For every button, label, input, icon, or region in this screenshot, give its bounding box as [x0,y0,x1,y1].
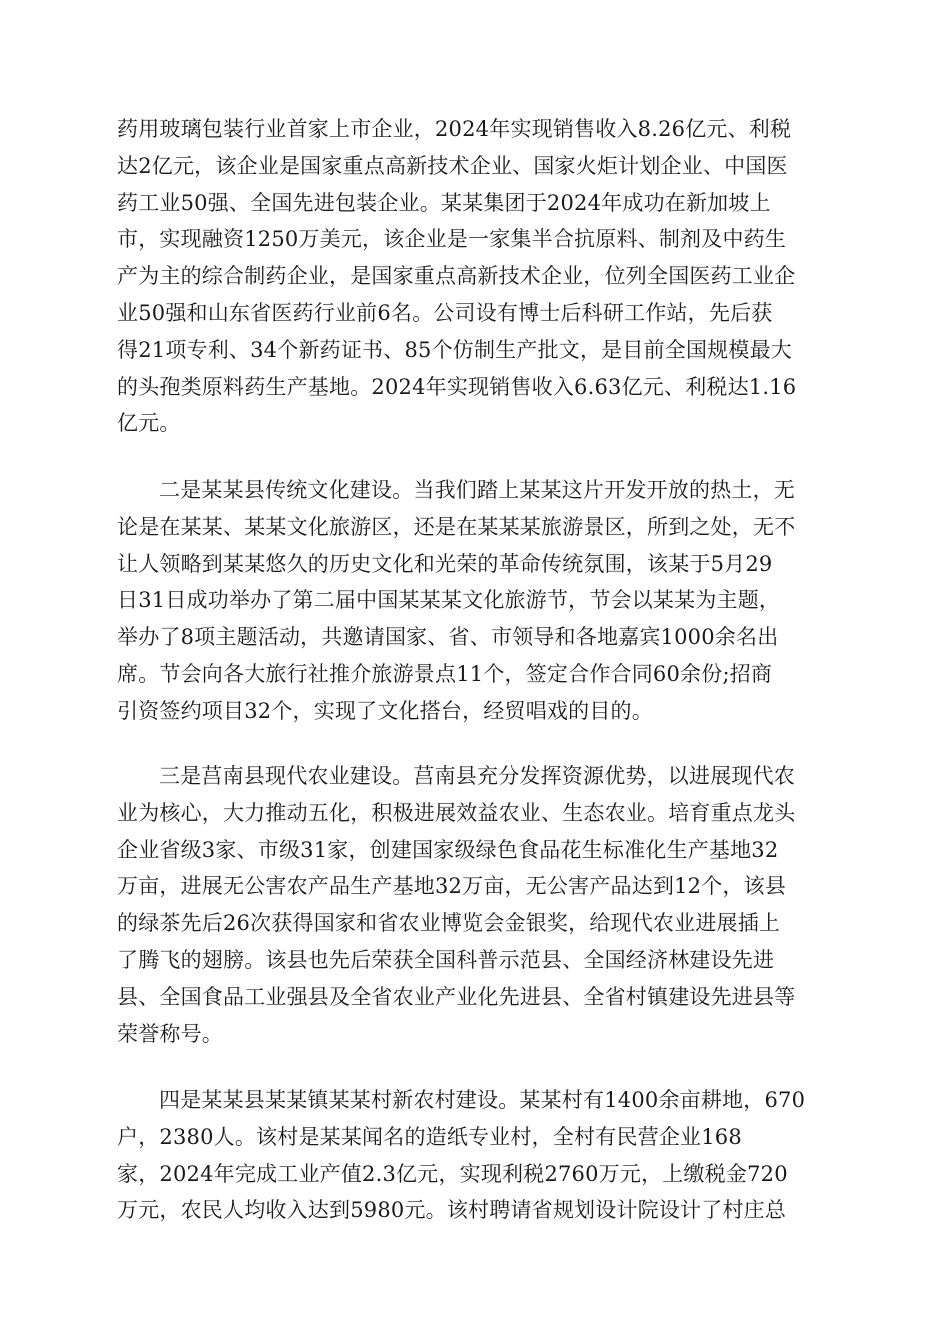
paragraph-modern-agriculture [117,758,837,1052]
text-line: 业50强和山东省医药行业前6名。公司设有博士后科研工作站，先后获 [117,300,773,325]
paragraph-new-village [117,1082,837,1229]
text-line: 举办了8项主题活动，共邀请国家、省、市领导和各地嘉宾1000余名出 [117,625,779,650]
paragraph-traditional-culture [117,472,837,730]
text-line: 日31日成功举办了第二届中国某某某文化旅游节，节会以某某为主题， [117,588,781,613]
text-line: 药工业50强、全国先进包装企业。某某集团于2024年成功在新加坡上 [117,190,771,215]
text-line: 引资签约项目32个，实现了文化搭台，经贸唱戏的目的。 [117,698,653,723]
text-line: 了腾飞的翅膀。该县也先后荣获全国科普示范县、全国经济林建设先进 [117,947,775,972]
text-line: 药用玻璃包装行业首家上市企业，2024年实现销售收入8.26亿元、利税 [117,117,792,141]
paragraph-pharma-enterprises [117,111,837,442]
text-line: 达2亿元，该企业是国家重点高新技术企业、国家火炬计划企业、中国医 [117,153,788,178]
text-line: 三是莒南县现代农业建设。莒南县充分发挥资源优势，以进展现代农 [159,764,795,788]
text-line: 业为核心，大力推动五化，积极进展效益农业、生态农业。培育重点龙头 [117,800,796,825]
text-line: 的绿茶先后26次获得国家和省农业博览会金银奖，给现代农业进展插上 [117,911,781,936]
text-line: 县、全国食品工业强县及全省农业产业化先进县、全省村镇建设先进县等 [117,984,796,1009]
text-line: 让人领略到某某悠久的历史文化和光荣的革命传统氛围，该某于5月29 [117,551,773,576]
text-line: 席。节会向各大旅行社推介旅游景点11个，签定合作合同60余份;招商 [117,661,773,686]
text-line: 亿元。 [117,411,181,436]
text-line: 万亩，进展无公害农产品生产基地32万亩，无公害产品达到12个，该县 [117,874,787,899]
text-line: 二是某某县传统文化建设。当我们踏上某某这片开发开放的热土，无 [159,478,795,502]
text-line: 得21项专利、34个新药证书、85个仿制生产批文，是目前全国规模最大 [117,337,792,362]
text-line: 荣誉称号。 [117,1021,223,1046]
text-line: 的头孢类原料药生产基地。2024年实现销售收入6.63亿元、利税达1.16 [117,374,797,399]
text-line: 企业省级3家、市级31家，创建国家级绿色食品花生标准化生产基地32 [117,837,779,862]
text-line: 产为主的综合制药企业，是国家重点高新技术企业，位列全国医药工业企 [117,264,796,289]
text-line: 家，2024年完成工业产值2.3亿元，实现利税2760万元，上缴税金720 [117,1161,788,1186]
text-line: 四是某某县某某镇某某村新农村建设。某某村有1400余亩耕地，670 [159,1088,806,1112]
text-line: 户，2380人。该村是某某闻名的造纸专业村，全村有民营企业168 [117,1124,742,1149]
text-line: 市，实现融资1250万美元，该企业是一家集半合抗原料、制剂及中药生 [117,227,787,252]
text-line: 论是在某某、某某文化旅游区，还是在某某某旅游景区，所到之处，无不 [117,514,796,539]
text-line: 万元，农民人均收入达到5980元。该村聘请省规划设计院设计了村庄总 [117,1198,787,1223]
